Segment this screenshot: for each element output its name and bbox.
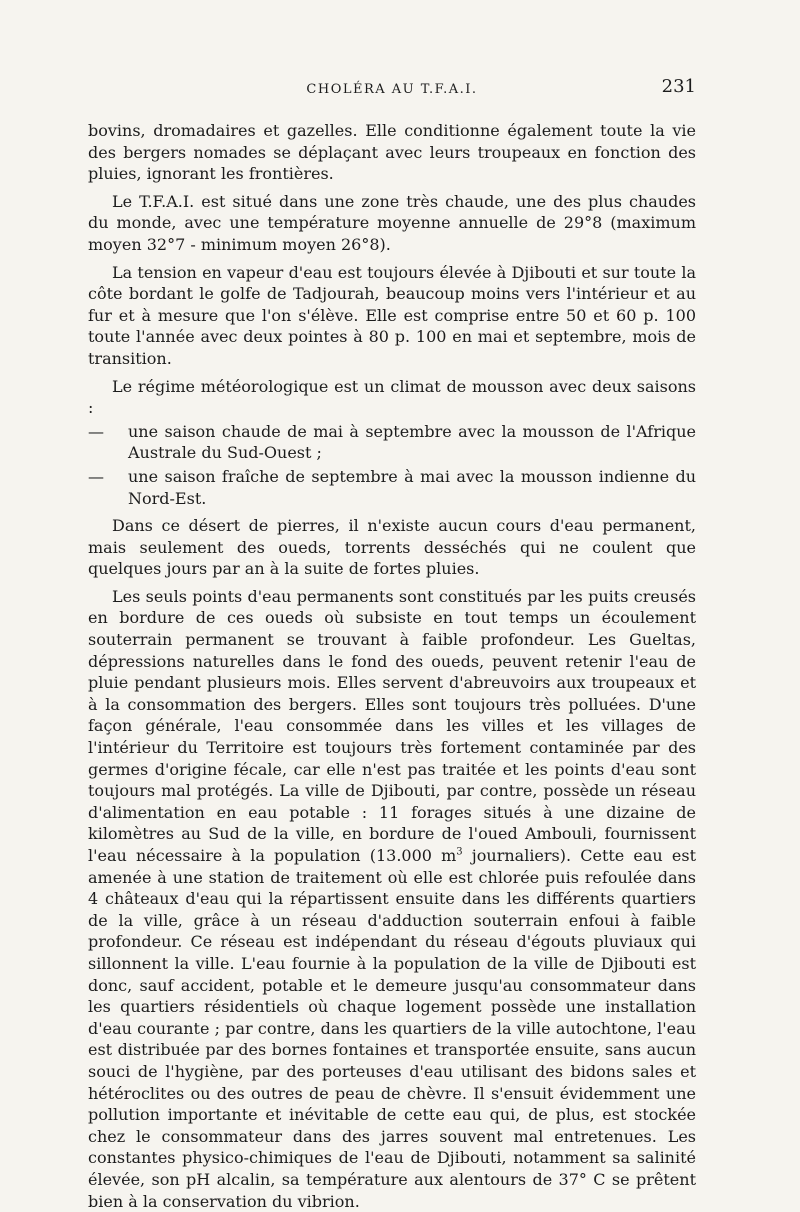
page-header	[88, 76, 696, 102]
paragraph-1: bovins, dromadaires et gazelles. Elle conditionne également toute la vie des bergers nomades se déplaçant avec leurs troupeaux en fonction des pluies, ignorant les frontières.	[88, 121, 696, 184]
paragraph-3: La tension en vapeur d'eau est toujours élevée à Djibouti et sur toute la côte bordant le golfe de Tadjourah, beaucoup moins vers l'intérieur et au fur et à mesure que l'on s'élève. Elle est comprise entre 50 et 60 p. 100 toute l'année avec deux pointes à 80 p. 100 en mai et septembre, mois de transition.	[88, 262, 696, 368]
list-item-text: une saison fraîche de septembre à mai avec la mousson indienne du Nord-Est.	[128, 466, 696, 508]
paragraph-4: Le régime météorologique est un climat de mousson avec deux saisons :	[88, 376, 696, 418]
list-item-hot-season	[88, 421, 696, 464]
paragraph-6	[88, 586, 696, 1212]
superscript-3: 3	[456, 846, 463, 858]
list-item-cool-season	[88, 466, 696, 509]
page-number: 231	[661, 76, 696, 97]
running-title: CHOLÉRA AU T.F.A.I.	[306, 82, 478, 97]
paragraph-2: Le T.F.A.I. est situé dans une zone très chaude, une des plus chaudes du monde, avec une température moyenne annuelle de 29°8 (maximum moyen 32°7 - minimum moyen 26°8).	[88, 191, 696, 254]
list-dash: —	[88, 421, 104, 441]
list-dash: —	[88, 466, 104, 486]
paragraph-6-part-a: Les seuls points d'eau permanents sont constitués par les puits creusés en bordure de ces oueds où subsiste en tout temps un écoulement souterrain permanent se trouvant à faible profondeur. Les Gueltas, dépressions naturelles dans le fond des oueds, peuvent retenir l'eau de pluie pendant plusieurs mois. Elles servent d'abreuvoirs aux troupeaux et à la consommation des bergers. Elles sont toujours très polluées. D'une façon générale, l'eau consommée dans les villes et les villages de l'intérieur du Territoire est toujours très fortement contaminée par des germes d'origine fécale, car elle n'est pas traitée et les points d'eau sont toujours mal protégés. La ville de Djibouti, par contre, possède un réseau d'alimentation en eau potable : 11 forages situés à une dizaine de kilomètres au Sud de la ville, en bordure de l'oued Ambouli, fournissent l'eau nécessaire à la population (13.000 m	[88, 586, 696, 865]
body-text	[88, 120, 696, 1212]
list-item-text: une saison chaude de mai à septembre avec la mousson de l'Afrique Australe du Sud-Ouest ;	[128, 421, 696, 463]
paragraph-6-part-b: journaliers). Cette eau est amenée à une station de traitement où elle est chlorée puis refoulée dans 4 châteaux d'eau qui la répartissent ensuite dans les différents quartiers de la ville, grâce à un réseau d'adduction souterrain enfoui à faible profondeur. Ce réseau est indépendant du réseau d'égouts pluviaux qui sillonnent la ville. L'eau fournie à la population de la ville de Djibouti est donc, sauf accident, potable et le demeure jusqu'au consommateur dans les quartiers résidentiels où chaque logement possède une installation d'eau courante ; par contre, dans les quartiers de la ville autochtone, l'eau est distribuée par des bornes fontaines et transportée ensuite, sans aucun souci de l'hygiène, par des porteuses d'eau utilisant des bidons sales et hétéroclites ou des outres de peau de chèvre. Il s'ensuit évidemment une pollution importante et inévitable de cette eau qui, de plus, est stockée chez le consommateur dans des jarres souvent mal entretenues. Les constantes physico-chimiques de l'eau de Djibouti, notamment sa salinité élevée, son pH alcalin, sa température aux alentours de 37° C se prêtent bien à la conservation du vibrion.	[88, 846, 696, 1211]
paragraph-5: Dans ce désert de pierres, il n'existe aucun cours d'eau permanent, mais seulement des oueds, torrents desséchés qui ne coulent que quelques jours par an à la suite de fortes pluies.	[88, 516, 696, 579]
